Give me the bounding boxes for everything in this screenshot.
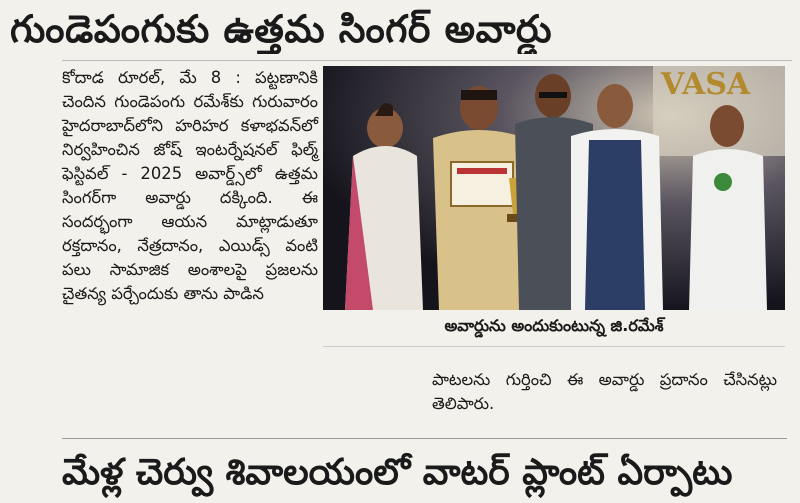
next-article-headline: మేళ్ల చెర్వు శివాలయంలో వాటర్ ప్లాంట్ ఏర్పాటు	[62, 452, 733, 493]
article-continuation: పాటలను గుర్తించి ఈ అవార్డు ప్రదానం చేసినట్లు తెలిపారు.	[432, 370, 777, 413]
article-headline: గుండెపంగుకు ఉత్తమ సింగర్ అవార్డు	[10, 7, 553, 51]
award-photo	[323, 66, 785, 310]
caption-rule	[323, 346, 785, 347]
headline-rule	[62, 60, 792, 61]
article-body	[62, 66, 318, 306]
photo-caption: అవార్డును అందుకుంటున్న జి.రమేశ్	[444, 316, 664, 335]
body-paragraph: కోదాడ రూరల్, మే 8 : పట్టణానికి చెందిన గుండెపంగు రమేశ్‌కు గురువారం హైదరాబాద్‌లోని హరిహర కళాభవన్‌లో నిర్వహించిన జోష్ ఇంటర్నేషనల్ ఫిల్మ్ ఫెస్టివల్ - 2025 అవార్డ్స్‌లో ఉత్తమ సింగర్‌గా అవార్డు దక్కింది. ఈ సందర్భంగా ఆయన మాట్లాడుతూ రక్తదానం, నేత్రదానం, ఎయిడ్స్ వంటి పలు సామాజిక అంశాలపై ప్రజలను చైతన్య పర్చేందుకు తాను పాడిన	[62, 68, 318, 303]
award-photo-illustration	[323, 66, 785, 310]
article-separator	[62, 438, 787, 439]
backdrop-text: VASA	[661, 67, 751, 102]
